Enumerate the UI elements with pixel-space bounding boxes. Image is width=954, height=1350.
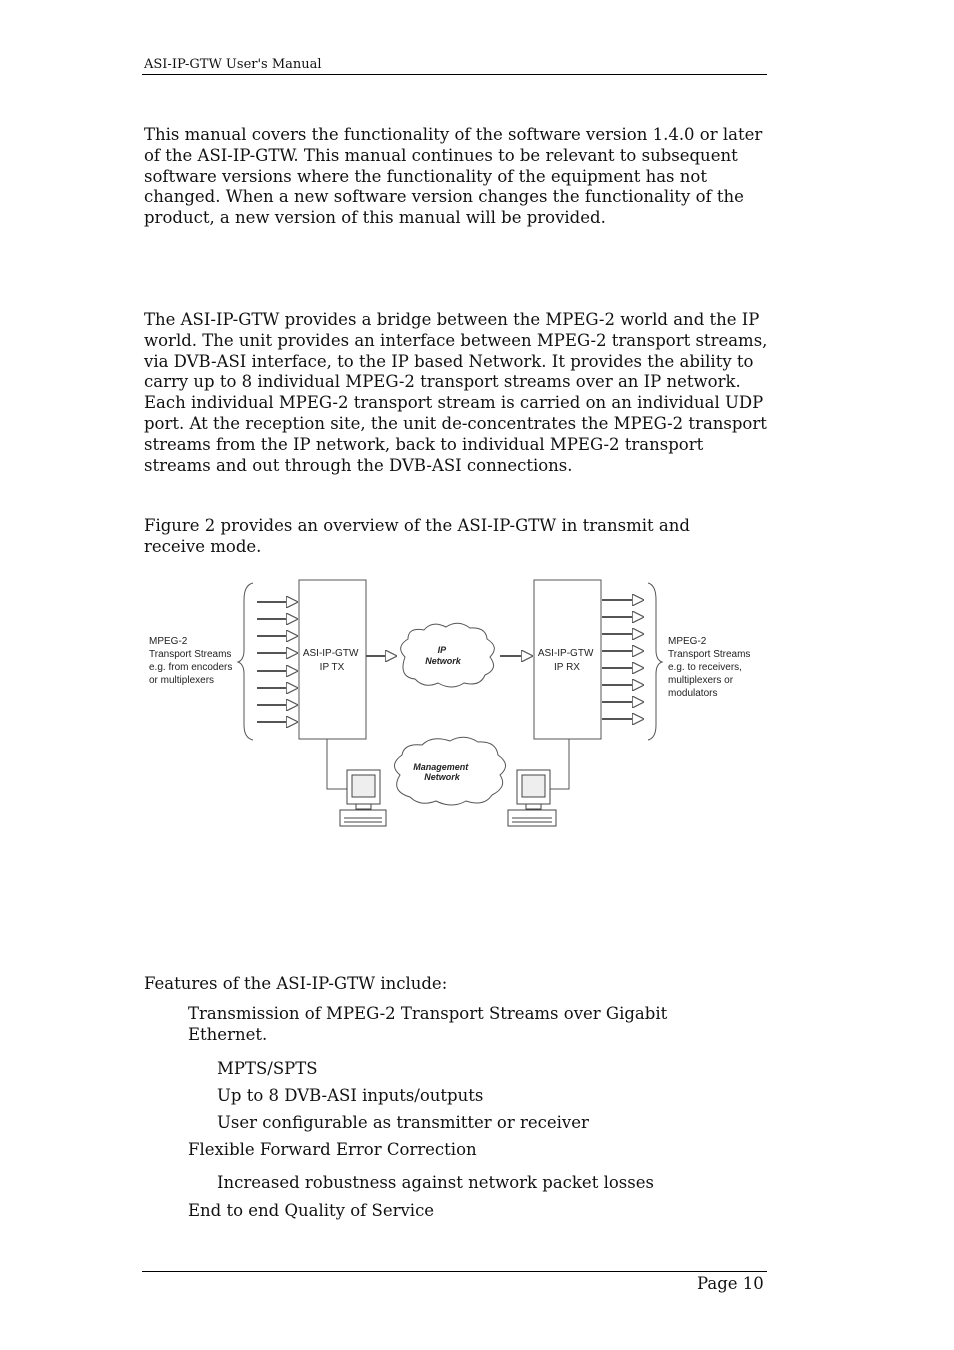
paragraph-overview: The ASI-IP-GTW provides a bridge between the MPEG-2 world and the IP world. The unit provides an interface between MPEG-2 transport streams, via DVB-ASI interface, to the IP based Network. It provides the ability to carry up to 8 individual MPEG-2 transport streams over an IP network. Each individual MPEG-2 transport stream is carried on an individual UDP port. At the reception site, the unit de-concentrates the MPEG-2 transport streams from the IP network, back to individual MPEG-2 transport streams and out through the DVB-ASI connections. xyxy=(144,310,768,475)
feature-item-3: End to end Quality of Service xyxy=(188,1201,435,1220)
feature-subitem: User configurable as transmitter or receiver xyxy=(217,1113,589,1132)
output-streams-label: MPEG-2 Transport Streams e.g. to receivers, multiplexers or modulators xyxy=(668,636,751,699)
system-overview-figure xyxy=(140,575,780,845)
input-streams-label: MPEG-2 Transport Streams e.g. from encoders or multiplexers xyxy=(149,636,233,686)
output-brace xyxy=(648,583,662,740)
feature-subitem: Up to 8 DVB-ASI inputs/outputs xyxy=(217,1086,484,1105)
feature-item-1-line2: Ethernet. xyxy=(188,1025,268,1044)
management-pc-right-icon xyxy=(508,770,556,826)
footer-rule xyxy=(142,1271,767,1272)
page-number: Page 10 xyxy=(697,1274,764,1293)
output-arrows xyxy=(602,600,643,719)
ip-network-label: IP Network xyxy=(425,645,461,666)
paragraph-figure-ref: Figure 2 provides an overview of the ASI-IP-GTW in transmit and receive mode. xyxy=(144,516,690,556)
rx-box xyxy=(534,580,601,739)
management-network-label: Management Network xyxy=(413,762,469,782)
feature-item-2: Flexible Forward Error Correction xyxy=(188,1140,477,1159)
tx-box xyxy=(299,580,366,739)
rx-box-label: ASI-IP-GTW IP RX xyxy=(537,648,594,673)
feature-item-1-line1: Transmission of MPEG-2 Transport Streams over Gigabit xyxy=(188,1004,668,1023)
header-rule xyxy=(142,74,767,75)
tx-box-label: ASI-IP-GTW IP TX xyxy=(302,648,359,673)
management-pc-left-icon xyxy=(340,770,386,826)
input-arrows xyxy=(257,602,297,722)
feature-subitem: Increased robustness against network packet losses xyxy=(217,1173,654,1192)
input-brace xyxy=(238,583,253,740)
running-header: ASI-IP-GTW User's Manual xyxy=(144,57,322,72)
paragraph-software-version: This manual covers the functionality of the software version 1.4.0 or later of the ASI-IP-GTW. This manual continues to be relevant to subsequent software versions where the functionality of the equipment has not changed. When a new software version changes the functionality of the product, a new version of this manual will be provided. xyxy=(144,125,763,228)
feature-subitem: MPTS/SPTS xyxy=(217,1059,318,1078)
features-intro: Features of the ASI-IP-GTW include: xyxy=(144,974,448,993)
